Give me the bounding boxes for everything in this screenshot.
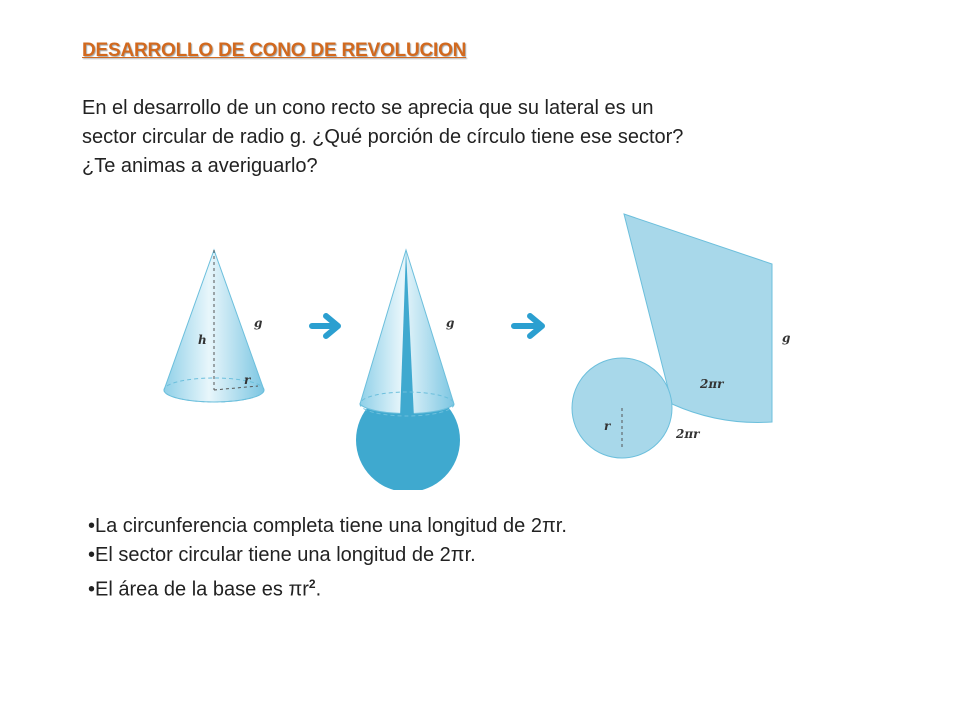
list-item: •El sector circular tiene una longitud de 2πr. — [88, 544, 476, 566]
facts-list — [88, 512, 567, 605]
superscript: 2 — [308, 577, 316, 591]
list-item: •La circunferencia completa tiene una longitud de 2πr. — [88, 515, 567, 537]
cone-label-h: h — [198, 333, 207, 347]
arrow-right-icon — [312, 316, 338, 336]
arrow-right-icon — [514, 316, 542, 336]
net-label-circ: 2πr — [676, 427, 700, 441]
cone-solid — [164, 250, 264, 402]
intro-line-2: sector circular de radio g. ¿Qué porción de círculo tiene ese sector? — [82, 126, 684, 148]
intro-paragraph — [82, 94, 842, 181]
net-label-r: r — [604, 419, 611, 433]
cone-label-g: g — [254, 316, 263, 330]
intro-line-1: En el desarrollo de un cono recto se aprecia que su lateral es un — [82, 97, 654, 119]
list-item: •El área de la base es $\pi r^2$. — [88, 577, 322, 601]
page-title: DESARROLLO DE CONO DE REVOLUCION — [82, 40, 467, 61]
net-label-arc: 2πr — [700, 377, 724, 391]
cone-cut — [356, 250, 460, 490]
cone-label-r: r — [244, 373, 251, 387]
intro-line-3: ¿Te animas a averiguarlo? — [82, 155, 318, 177]
cut-cone-label-g: g — [446, 316, 455, 330]
net-label-g: g — [782, 331, 791, 345]
cone-development-figure — [150, 210, 810, 490]
cone-net — [572, 214, 790, 458]
